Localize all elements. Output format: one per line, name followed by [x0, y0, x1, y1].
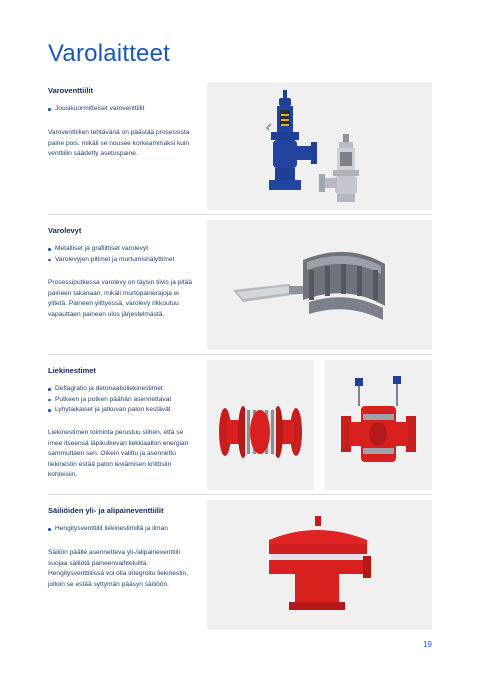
section-title: Varolevyt: [48, 226, 82, 235]
flame-arrester-image-1: [207, 360, 314, 490]
section-divider: [48, 214, 432, 215]
section-divider: [48, 354, 432, 355]
list-item: Hengitysventtiilit liekinestimillä ja ilman: [48, 524, 168, 535]
list-item: Varolevyjen pitimet ja murtumishälyttimet: [48, 255, 174, 266]
list-item: Lyhytaikaiset ja jatkuvan palon kestävät: [48, 405, 171, 416]
rupture-disc-holder-icon: [303, 252, 385, 320]
section-title: Liekinestimet: [48, 366, 96, 375]
section-divider: [48, 494, 432, 495]
flame-arrester-image-2: [325, 360, 432, 490]
rupture-disc-icon: [233, 284, 303, 302]
section-paragraph: Varoventtiilien tehtävänä on päästää prosessista paine pois, mikäli se nousee korkeammaksi kuin venttiilin säädetty asetuspaine.: [48, 129, 190, 157]
bullet-list: [48, 104, 144, 115]
tank-vent-valve-image: [207, 500, 432, 630]
list-item: Deflagratio ja detonaatioliekinestimet: [48, 384, 171, 395]
bullet-list: [48, 384, 171, 416]
rupture-discs-image: [207, 220, 432, 350]
pressure-vacuum-vent-valve-icon: [269, 516, 371, 610]
section-paragraph: Prosessiputkessa varolevy on täysin tiivis ja pitää paineen takanaan, mikäli murtopainerajoja ei ylitetä. Paineen ylittyessä, varolevy rikkoutuu vapauttaen paineen ulos järjestelmästä.: [48, 279, 193, 318]
section-paragraph: Liekinestimen toiminta perustuu siihen, että se imee itseensä läpikulkevan liekkiaallon energian sammuttaen sen. Oikein valittu ja asennettu liekinestin estää palon leviämisen kriittisiin kohteisiin.: [48, 429, 189, 478]
page-title: Varolaitteet: [48, 40, 171, 67]
page-number: 19: [423, 640, 432, 649]
stainless-safety-valve-icon: [319, 134, 359, 202]
flame-arrester-with-sensors-icon: [341, 376, 416, 462]
inline-flame-arrester-icon: [219, 406, 302, 458]
list-item: Jousikuormitteiset varoventtiilit: [48, 104, 144, 115]
section-title: Varoventtiilit: [48, 86, 94, 95]
safety-valves-image: [207, 82, 432, 210]
list-item: Putkeen ja putken päähän asennettavat: [48, 395, 171, 406]
bullet-list: [48, 524, 168, 535]
blue-safety-valve-icon: [267, 90, 317, 190]
list-item: Metalliset ja grafiittiset varolevyt: [48, 244, 174, 255]
bullet-list: [48, 244, 174, 265]
section-title: Säiliöiden yli- ja alipaineventtiilit: [48, 506, 164, 515]
section-paragraph: Säiliön päälle asennetteva yli-/alipaineventtiili suojaa säiliötä paineenvaihteluilta. Hengitysventtiilissä voi olla integroitu liekinestin, jolloin se estää syttymän pääsyn säiliöön.: [48, 549, 189, 588]
